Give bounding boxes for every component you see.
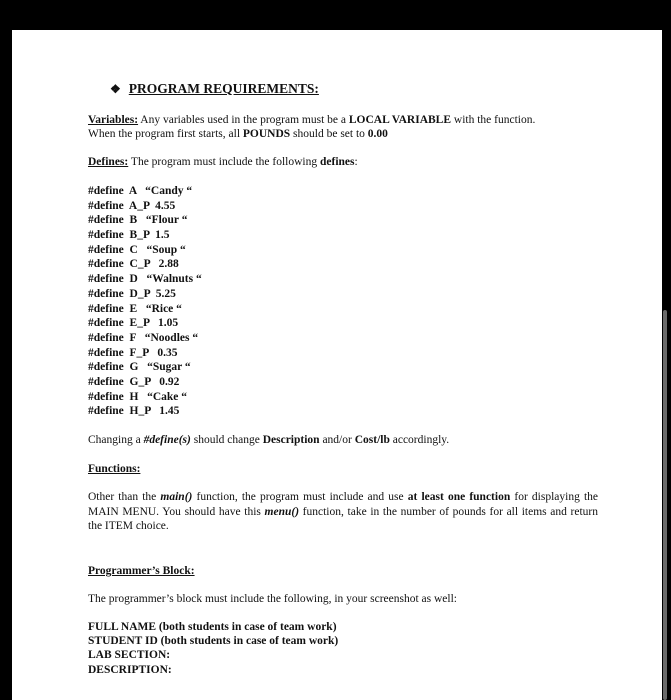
define-line-d-p: #define D_P 5.25 <box>88 287 176 300</box>
document-page <box>12 30 662 700</box>
defines-intro-paragraph <box>88 155 598 169</box>
variables-label: Variables: <box>88 114 139 126</box>
functions-paragraph <box>88 490 598 534</box>
define-line-e-p: #define E_P 1.05 <box>88 317 179 330</box>
variables-text-4: should be set to <box>290 128 368 140</box>
variables-text-1: Any variables used in the program must be a <box>138 114 349 126</box>
changing-text-4: accordingly. <box>389 434 450 446</box>
variables-bold-2: POUNDS <box>242 128 291 140</box>
functions-text-3: for displaying the MAIN MENU. You should have this <box>88 491 598 518</box>
define-line-e: #define E “Rice “ <box>88 302 182 315</box>
define-line-a-p: #define A_P 4.55 <box>88 199 176 212</box>
define-line-b: #define B “Flour “ <box>88 214 188 227</box>
functions-text-2: function, the program must include and use <box>192 491 408 503</box>
functions-text-1: Other than the <box>88 491 161 503</box>
requirements-title: PROGRAM REQUIREMENTS: <box>128 81 319 96</box>
changing-description-term: Description <box>262 434 320 446</box>
define-line-c-p: #define C_P 2.88 <box>88 258 179 271</box>
define-line-g: #define G “Sugar “ <box>88 361 191 374</box>
variables-bold-1: LOCAL VARIABLE <box>348 114 452 126</box>
define-line-h: #define H “Cake “ <box>88 390 188 403</box>
define-line-f-p: #define F_P 0.35 <box>88 346 178 359</box>
block-line-description: DESCRIPTION: <box>88 663 172 676</box>
programmers-block-label: Programmer’s Block: <box>88 565 195 577</box>
variables-paragraph <box>88 113 598 141</box>
define-line-g-p: #define G_P 0.92 <box>88 375 180 388</box>
define-line-b-p: #define B_P 1.5 <box>88 229 170 242</box>
defines-intro-bold-1: defines <box>320 156 355 168</box>
programmers-block-heading <box>88 564 598 578</box>
define-line-d: #define D “Walnuts “ <box>88 273 202 286</box>
vertical-scrollbar[interactable] <box>663 310 667 700</box>
functions-bold-1: at least one function <box>407 491 511 503</box>
defines-label: Defines: <box>88 156 129 168</box>
variables-text-2: with the function. <box>451 114 536 126</box>
variables-bold-3: 0.00 <box>367 128 388 140</box>
defines-intro-text-2: : <box>354 156 358 168</box>
changing-cost-term: Cost/lb <box>354 434 390 446</box>
requirements-heading <box>110 82 319 96</box>
programmers-block-intro: The programmer’s block must include the following, in your screenshot as well: <box>88 593 457 605</box>
define-line-a: #define A “Candy “ <box>88 185 193 197</box>
define-line-h-p: #define H_P 1.45 <box>88 405 180 418</box>
changing-text-3: and/or <box>319 434 355 446</box>
block-line-full-name: FULL NAME (both students in case of team work) <box>88 621 337 633</box>
defines-list <box>88 184 202 419</box>
functions-main-term: main() <box>160 491 193 503</box>
block-line-lab-section: LAB SECTION: <box>88 649 171 662</box>
functions-label: Functions: <box>88 463 141 475</box>
changing-defines-paragraph <box>88 433 598 447</box>
define-line-c: #define C “Soup “ <box>88 243 186 256</box>
changing-define-term: #define(s) <box>143 434 191 446</box>
changing-text-1: Changing a <box>88 434 144 446</box>
diamond-bullet-icon: ❖ <box>110 82 121 96</box>
defines-intro-text-1: The program must include the following <box>128 156 320 168</box>
changing-text-2: should change <box>190 434 263 446</box>
functions-menu-term: menu() <box>264 505 300 518</box>
functions-text-4: function, take in the number of pounds for all items and return the ITEM choice. <box>88 505 598 533</box>
variables-text-3: When the program first starts, all <box>88 128 243 140</box>
define-line-f: #define F “Noodles “ <box>88 331 199 344</box>
block-line-student-id: STUDENT ID (both students in case of team work) <box>88 635 339 648</box>
functions-heading <box>88 462 598 476</box>
programmers-block-list <box>88 620 338 677</box>
